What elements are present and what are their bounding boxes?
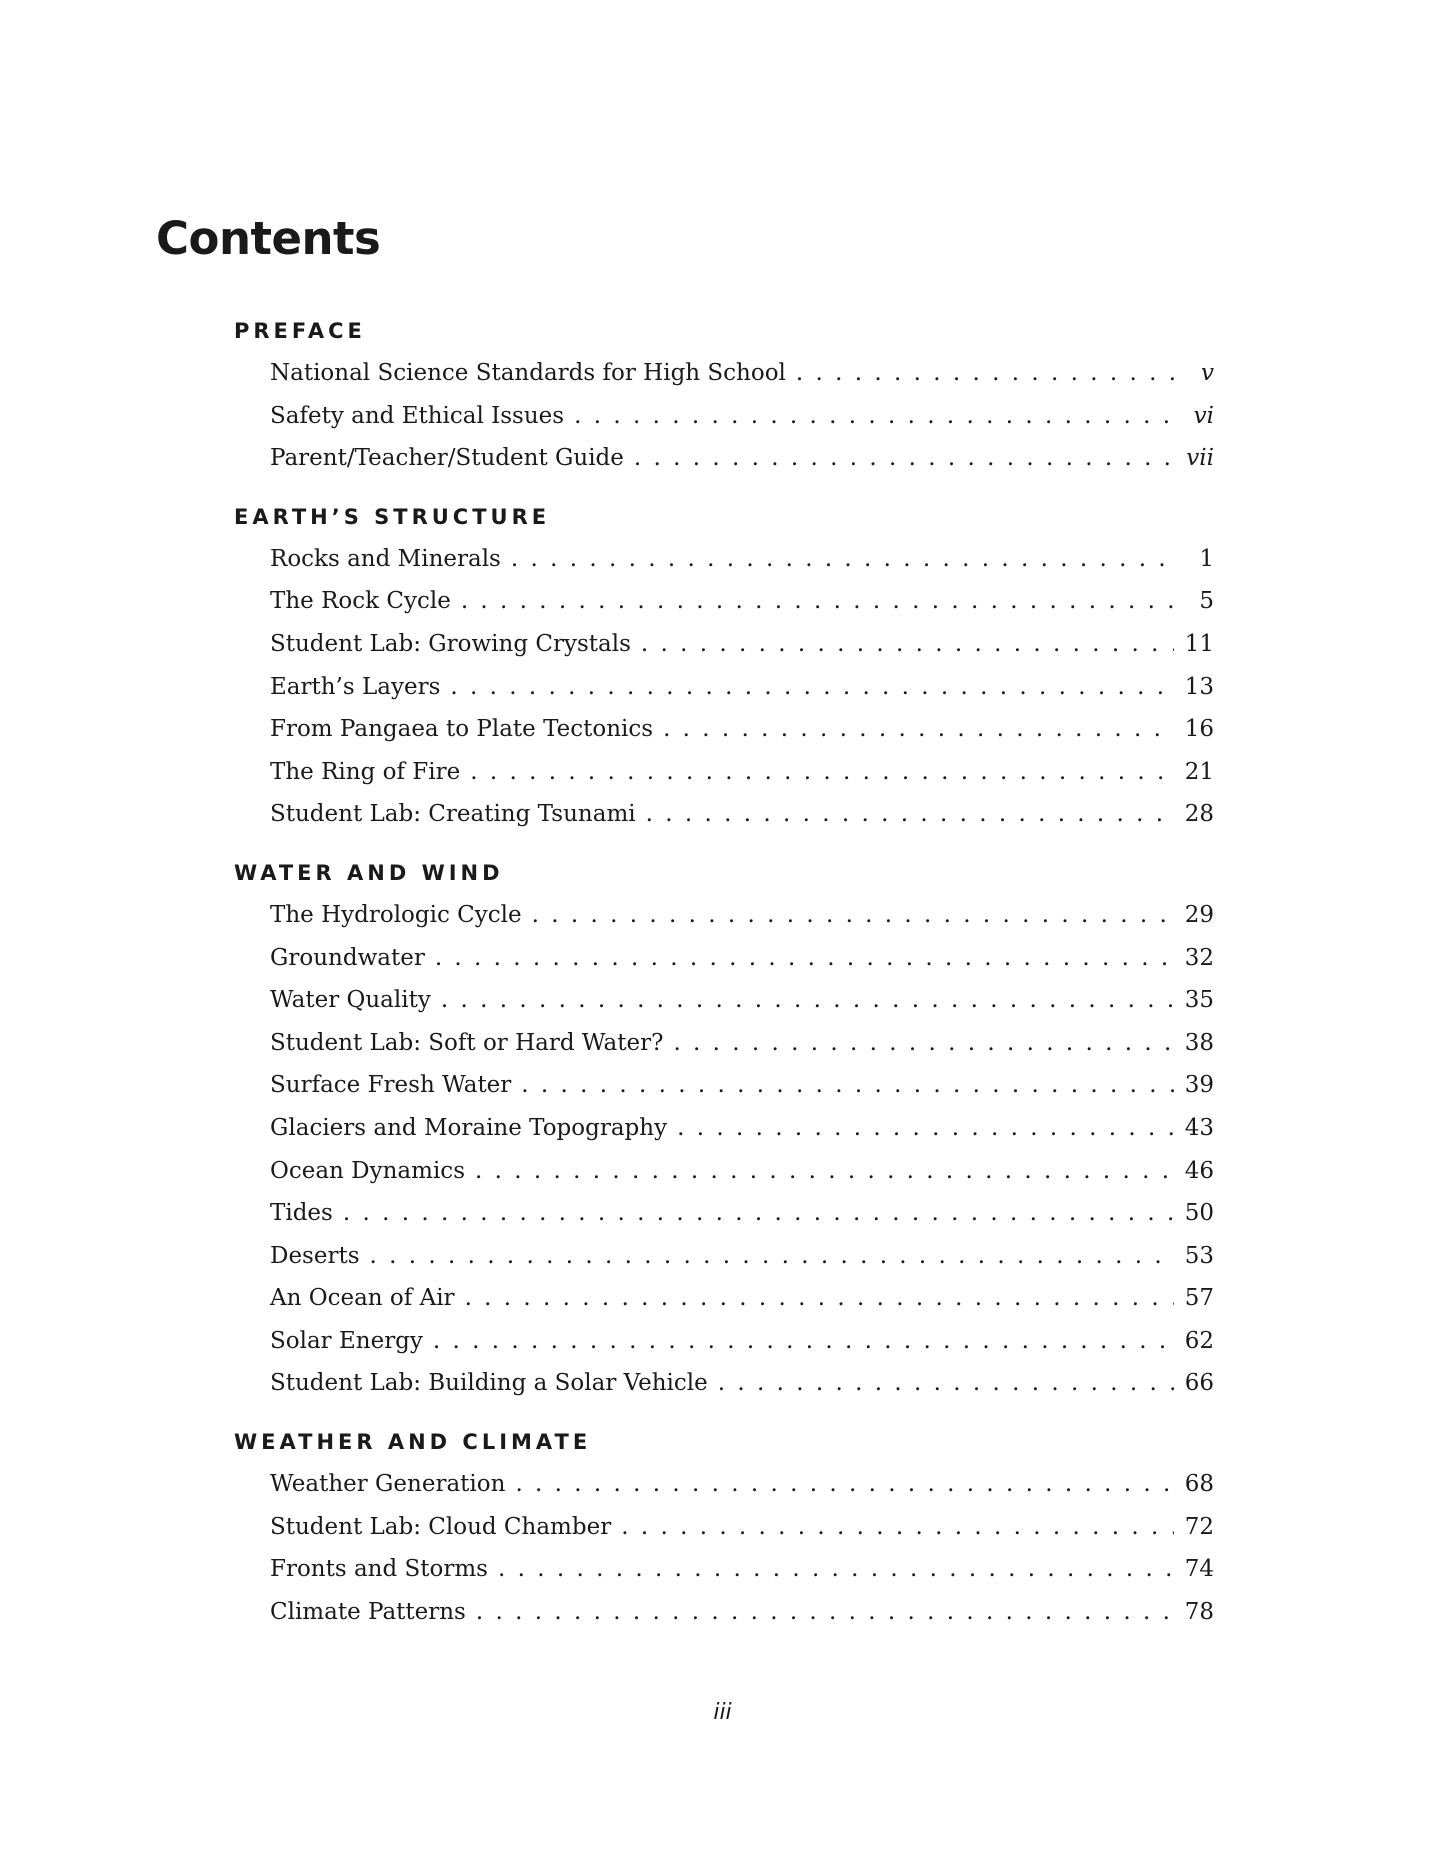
section-heading: PREFACE <box>234 319 366 343</box>
entry-page-number: 16 <box>1184 716 1214 743</box>
entry-page-number: 11 <box>1184 630 1214 657</box>
section-heading: WATER AND WIND <box>234 860 504 885</box>
entry-page-number: 29 <box>1184 901 1214 928</box>
toc-entry[interactable] <box>270 1064 1214 1107</box>
entry-page-number: 72 <box>1184 1513 1214 1540</box>
toc-entry[interactable] <box>270 538 1214 581</box>
entry-list <box>234 538 1214 836</box>
toc-entry[interactable] <box>270 623 1214 666</box>
dot-leader <box>461 580 1174 623</box>
entry-title: The Ring of Fire <box>270 758 461 785</box>
entry-page-number: 28 <box>1184 801 1214 828</box>
dot-leader <box>476 1591 1174 1634</box>
entry-page-number: 62 <box>1184 1327 1214 1354</box>
dot-leader <box>470 751 1174 794</box>
toc-entry[interactable] <box>270 708 1214 751</box>
entry-title: Student Lab: Creating Tsunami <box>270 801 636 828</box>
entry-title: From Pangaea to Plate Tectonics <box>270 716 654 743</box>
entry-title: Water Quality <box>270 987 431 1014</box>
toc-entry[interactable] <box>270 751 1214 794</box>
dot-leader <box>343 1192 1174 1235</box>
dot-leader <box>370 1235 1174 1278</box>
toc-entry[interactable] <box>270 437 1214 480</box>
entry-page-number: 5 <box>1199 588 1214 615</box>
entry-page-number: vii <box>1186 445 1214 472</box>
toc-entry[interactable] <box>270 1107 1214 1150</box>
dot-leader <box>621 1506 1174 1549</box>
dot-leader <box>646 793 1174 836</box>
dot-leader <box>521 1064 1174 1107</box>
toc-entry[interactable] <box>270 1192 1214 1235</box>
dot-leader <box>433 1320 1174 1363</box>
entry-title: Surface Fresh Water <box>270 1072 512 1099</box>
dot-leader <box>634 437 1174 480</box>
entry-title: Earth’s Layers <box>270 673 441 700</box>
dot-leader <box>641 623 1174 666</box>
entry-title: National Science Standards for High School <box>270 360 786 386</box>
toc-entry[interactable] <box>270 395 1214 438</box>
entry-title: Deserts <box>270 1242 360 1269</box>
page-title: Contents <box>156 212 381 265</box>
toc-entry[interactable] <box>270 1320 1214 1363</box>
entry-title: An Ocean of Air <box>270 1285 455 1312</box>
entry-page-number: 43 <box>1184 1114 1214 1141</box>
entry-page-number: 57 <box>1184 1285 1214 1312</box>
toc-entry[interactable] <box>270 666 1214 709</box>
entry-page-number: 35 <box>1184 987 1214 1014</box>
toc-entry[interactable] <box>270 352 1214 395</box>
section-heading: WEATHER AND CLIMATE <box>234 1430 592 1455</box>
dot-leader <box>532 894 1174 937</box>
entry-page-number: 53 <box>1184 1242 1214 1269</box>
toc-entry[interactable] <box>270 793 1214 836</box>
entry-page-number: 74 <box>1184 1556 1214 1583</box>
dot-leader <box>511 538 1174 581</box>
toc-entry[interactable] <box>270 1506 1214 1549</box>
toc-entry[interactable] <box>270 1463 1214 1506</box>
entry-title: Climate Patterns <box>270 1598 466 1625</box>
dot-leader <box>435 937 1174 980</box>
entry-title: Student Lab: Growing Crystals <box>270 630 631 657</box>
dot-leader <box>475 1150 1174 1193</box>
entry-list <box>234 352 1214 480</box>
toc-entry[interactable] <box>270 1362 1214 1405</box>
toc-section-weather-and-climate <box>234 1421 1214 1633</box>
entry-title: The Hydrologic Cycle <box>270 901 522 928</box>
dot-leader <box>498 1548 1174 1591</box>
entry-title: Groundwater <box>270 944 425 971</box>
entry-title: Rocks and Minerals <box>270 545 501 572</box>
entry-page-number: 38 <box>1184 1029 1214 1056</box>
entry-title: Solar Energy <box>270 1327 423 1354</box>
toc-entry[interactable] <box>270 1591 1214 1634</box>
entry-page-number: 13 <box>1184 673 1214 700</box>
entry-title: Tides <box>270 1200 333 1227</box>
entry-page-number: 21 <box>1184 758 1214 785</box>
entry-title: Student Lab: Building a Solar Vehicle <box>270 1370 708 1397</box>
dot-leader <box>515 1463 1174 1506</box>
entry-title: Glaciers and Moraine Topography <box>270 1114 668 1141</box>
toc-section-preface <box>234 310 1214 480</box>
toc-entry[interactable] <box>270 1235 1214 1278</box>
entry-title: Student Lab: Soft or Hard Water? <box>270 1029 664 1056</box>
entry-title: The Rock Cycle <box>270 588 451 615</box>
toc-entry[interactable] <box>270 1277 1214 1320</box>
entry-title: Weather Generation <box>270 1471 506 1498</box>
entry-page-number: v <box>1201 360 1214 386</box>
entry-page-number: 46 <box>1184 1157 1214 1184</box>
toc-entry[interactable] <box>270 937 1214 980</box>
toc-entry[interactable] <box>270 894 1214 937</box>
dot-leader <box>796 352 1174 395</box>
dot-leader <box>574 395 1174 438</box>
page-number: iii <box>713 1700 732 1725</box>
dot-leader <box>663 708 1174 751</box>
entry-page-number: 50 <box>1184 1200 1214 1227</box>
entry-page-number: vi <box>1193 402 1214 429</box>
entry-title: Safety and Ethical Issues <box>270 402 565 429</box>
entry-page-number: 66 <box>1184 1370 1214 1397</box>
toc-section-water-and-wind <box>234 852 1214 1405</box>
entry-title: Parent/Teacher/Student Guide <box>270 445 624 472</box>
entry-list <box>234 894 1214 1405</box>
table-of-contents <box>234 310 1214 1633</box>
entry-page-number: 78 <box>1184 1598 1214 1625</box>
entry-page-number: 68 <box>1184 1471 1214 1498</box>
dot-leader <box>450 666 1174 709</box>
toc-entry[interactable] <box>270 580 1214 623</box>
entry-page-number: 1 <box>1199 545 1214 572</box>
entry-title: Student Lab: Cloud Chamber <box>270 1513 612 1540</box>
entry-page-number: 39 <box>1184 1072 1214 1099</box>
toc-entry[interactable] <box>270 1150 1214 1193</box>
section-heading: EARTH’S STRUCTURE <box>234 504 551 529</box>
toc-entry[interactable] <box>270 1548 1214 1591</box>
dot-leader <box>677 1107 1174 1150</box>
entry-page-number: 32 <box>1184 944 1214 971</box>
toc-section-earths-structure <box>234 496 1214 836</box>
dot-leader <box>718 1362 1174 1405</box>
entry-title: Fronts and Storms <box>270 1556 488 1583</box>
dot-leader <box>465 1277 1174 1320</box>
entry-list <box>234 1463 1214 1633</box>
toc-entry[interactable] <box>270 979 1214 1022</box>
dot-leader <box>441 979 1174 1022</box>
toc-entry[interactable] <box>270 1022 1214 1065</box>
entry-title: Ocean Dynamics <box>270 1157 465 1184</box>
dot-leader <box>673 1022 1174 1065</box>
